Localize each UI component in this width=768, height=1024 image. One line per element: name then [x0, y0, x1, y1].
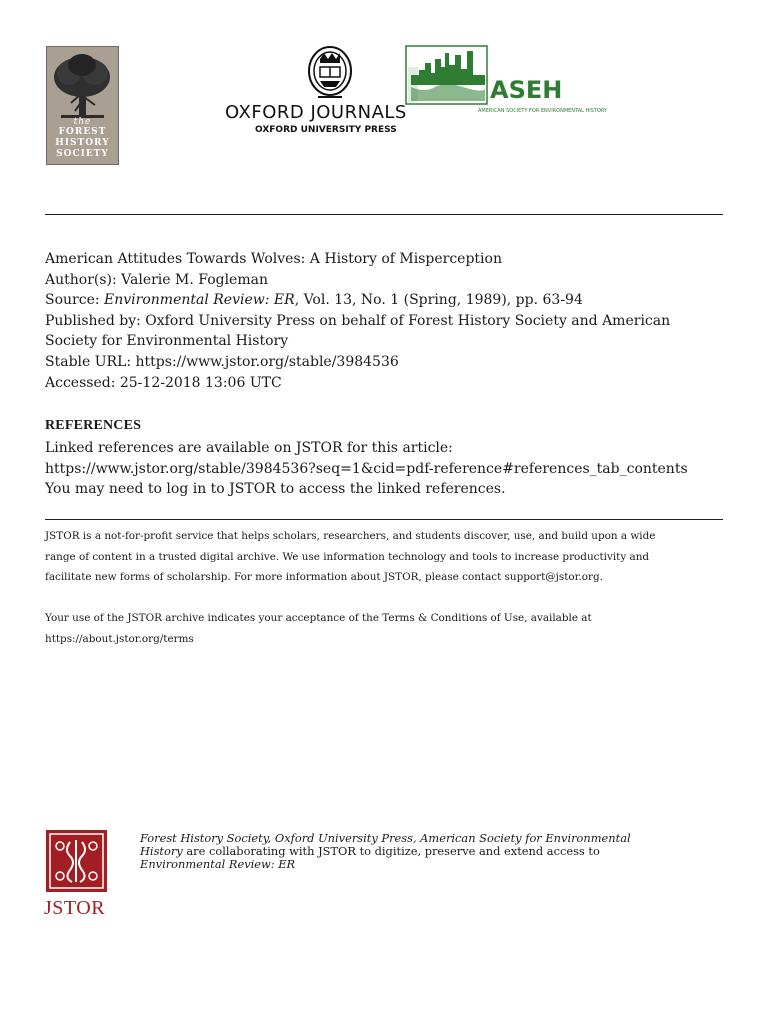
fhs-logo-text-forest: FOREST: [58, 127, 107, 137]
fhs-logo-text-society: SOCIETY: [56, 149, 109, 159]
fhs-logo-text-history: HISTORY: [55, 138, 110, 148]
collab-text: are collaborating with JSTOR to digitize, preserve and extend access to: [182, 844, 600, 858]
terms-line-1: Your use of the JSTOR archive indicates your acceptance of the Terms & Conditions of Use, available at: [45, 612, 592, 624]
collab-partners: Forest History Society, Oxford University Press, American Society for Environmental: [140, 831, 631, 845]
references-heading: REFERENCES: [45, 418, 142, 433]
references-section: [45, 438, 745, 500]
jstor-wordmark: JSTOR: [44, 897, 106, 919]
collab-journal: Environmental Review: ER: [140, 857, 296, 871]
notice-line-3: facilitate new forms of scholarship. For more information about JSTOR, please contact support@jstor.org.: [45, 571, 603, 584]
forest-history-society-logo: [46, 46, 119, 165]
article-authors: Author(s): Valerie M. Fogleman: [45, 271, 268, 288]
jstor-notice: [45, 526, 735, 588]
tree-icon: [51, 53, 114, 119]
source-prefix: Source:: [45, 292, 105, 309]
references-login-note: You may need to log in to JSTOR to access the linked references.: [45, 481, 506, 498]
terms-link[interactable]: https://about.jstor.org/terms: [45, 632, 194, 645]
article-title: American Attitudes Towards Wolves: A History of Misperception: [45, 251, 502, 267]
oxford-crest-icon: [306, 45, 354, 103]
notice-line-1: JSTOR is a not-for-profit service that helps scholars, researchers, and students discover, use, and build upon a wide: [45, 530, 656, 542]
references-link[interactable]: https://www.jstor.org/stable/3984536?seq=1&cid=pdf-reference#references_tab_contents: [45, 460, 688, 477]
aseh-wordmark: ASEH: [490, 76, 563, 104]
top-divider: [45, 214, 723, 215]
article-publisher-line2: Society for Environmental History: [45, 333, 289, 350]
notice-line-2: range of content in a trusted digital archive. We use information technology and tools to increase productivity and: [45, 550, 650, 563]
references-intro: Linked references are available on JSTOR for this article:: [45, 440, 453, 456]
oxford-university-press-wordmark: OXFORD UNIVERSITY PRESS: [255, 125, 397, 135]
fhs-logo-text-the: the: [73, 117, 92, 127]
collaboration-statement: [140, 832, 740, 871]
terms-notice: [45, 608, 735, 649]
jstor-emblem-icon: [46, 830, 107, 892]
oxford-journals-wordmark: OXFORD JOURNALS: [225, 102, 407, 123]
middle-divider: [45, 519, 723, 520]
article-publisher-line1: Published by: Oxford University Press on behalf of Forest History Society and American: [45, 312, 671, 329]
stable-url-link[interactable]: Stable URL: https://www.jstor.org/stable/3984536: [45, 353, 399, 370]
article-metadata: [45, 249, 735, 393]
collab-partners-cont: History: [140, 844, 183, 858]
aseh-subtitle: AMERICAN SOCIETY FOR ENVIRONMENTAL HISTORY: [478, 108, 608, 114]
article-source: [45, 290, 735, 311]
accessed-date: Accessed: 25-12-2018 13:06 UTC: [45, 374, 282, 391]
source-journal: Environmental Review: ER: [104, 292, 295, 309]
source-details: , Vol. 13, No. 1 (Spring, 1989), pp. 63-94: [294, 292, 583, 309]
